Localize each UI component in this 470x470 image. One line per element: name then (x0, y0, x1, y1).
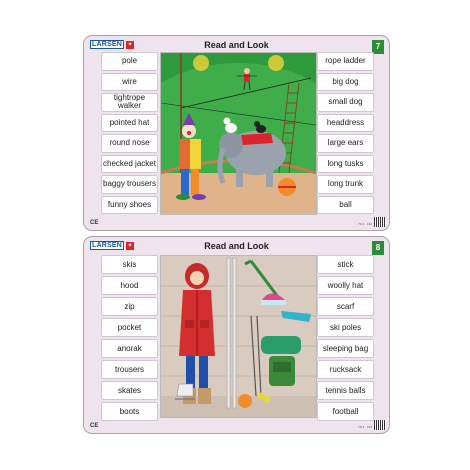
word-tile[interactable]: headdress (317, 114, 374, 133)
word-tile[interactable]: skis (101, 255, 158, 274)
word-tile[interactable]: checked jacket (101, 155, 158, 174)
board-title: Read and Look (204, 241, 269, 251)
word-tile[interactable]: stick (317, 255, 374, 274)
left-word-column (101, 255, 158, 421)
word-tile[interactable]: funny shoes (101, 196, 158, 215)
left-word-column (101, 52, 158, 214)
board-number-badge: 7 (372, 40, 384, 54)
word-tile[interactable]: big dog (317, 73, 374, 92)
board-title: Read and Look (204, 40, 269, 50)
puzzle-board-8 (83, 236, 390, 434)
word-tile[interactable]: woolly hat (317, 276, 374, 295)
barcode-icon (374, 420, 386, 430)
right-word-column (317, 255, 374, 421)
word-tile[interactable]: anorak (101, 339, 158, 358)
word-tile[interactable]: trousers (101, 360, 158, 379)
board-number-badge: 8 (372, 241, 384, 255)
word-tile[interactable]: football (317, 402, 374, 421)
word-tile[interactable]: tightrope walker (101, 93, 158, 112)
word-tile[interactable]: pole (101, 52, 158, 71)
word-tile[interactable]: zip (101, 297, 158, 316)
word-tile[interactable]: tennis balls (317, 381, 374, 400)
logo-text: LARSEN (92, 41, 122, 48)
logo-star-icon: ✦ (127, 41, 133, 48)
word-tile[interactable]: pointed hat (101, 114, 158, 133)
word-tile[interactable]: round nose (101, 134, 158, 153)
word-tile[interactable]: baggy trousers (101, 175, 158, 194)
right-word-column (317, 52, 374, 214)
footer-safety-info (90, 220, 98, 226)
footer-code: 7K 4 · 132 (358, 222, 372, 226)
puzzle-board-7 (83, 35, 390, 231)
barcode-icon (374, 217, 386, 227)
logo-text: LARSEN (92, 242, 122, 249)
circus-scene-illustration (160, 52, 317, 215)
word-tile[interactable]: skates (101, 381, 158, 400)
word-tile[interactable]: rope ladder (317, 52, 374, 71)
word-tile[interactable]: long tusks (317, 155, 374, 174)
word-tile[interactable]: rucksack (317, 360, 374, 379)
word-tile[interactable]: boots (101, 402, 158, 421)
word-tile[interactable]: pocket (101, 318, 158, 337)
ce-mark: CE (90, 220, 99, 226)
word-tile[interactable]: ball (317, 196, 374, 215)
word-tile[interactable]: sleeping bag (317, 339, 374, 358)
footer-code: 7K 4 · 133 (358, 425, 372, 429)
word-tile[interactable]: large ears (317, 134, 374, 153)
ce-mark: CE (90, 423, 99, 429)
footer-safety-info (90, 423, 98, 429)
word-tile[interactable]: wire (101, 73, 158, 92)
rucksack (269, 356, 295, 386)
word-tile[interactable]: ski poles (317, 318, 374, 337)
logo-star-icon: ✦ (127, 242, 133, 249)
word-tile[interactable]: long trunk (317, 175, 374, 194)
sleeping-bag (261, 336, 301, 354)
winter-scene-illustration (160, 255, 317, 418)
word-tile[interactable]: scarf (317, 297, 374, 316)
ball (278, 178, 296, 196)
word-tile[interactable]: hood (101, 276, 158, 295)
football (238, 394, 252, 408)
word-tile[interactable]: small dog (317, 93, 374, 112)
